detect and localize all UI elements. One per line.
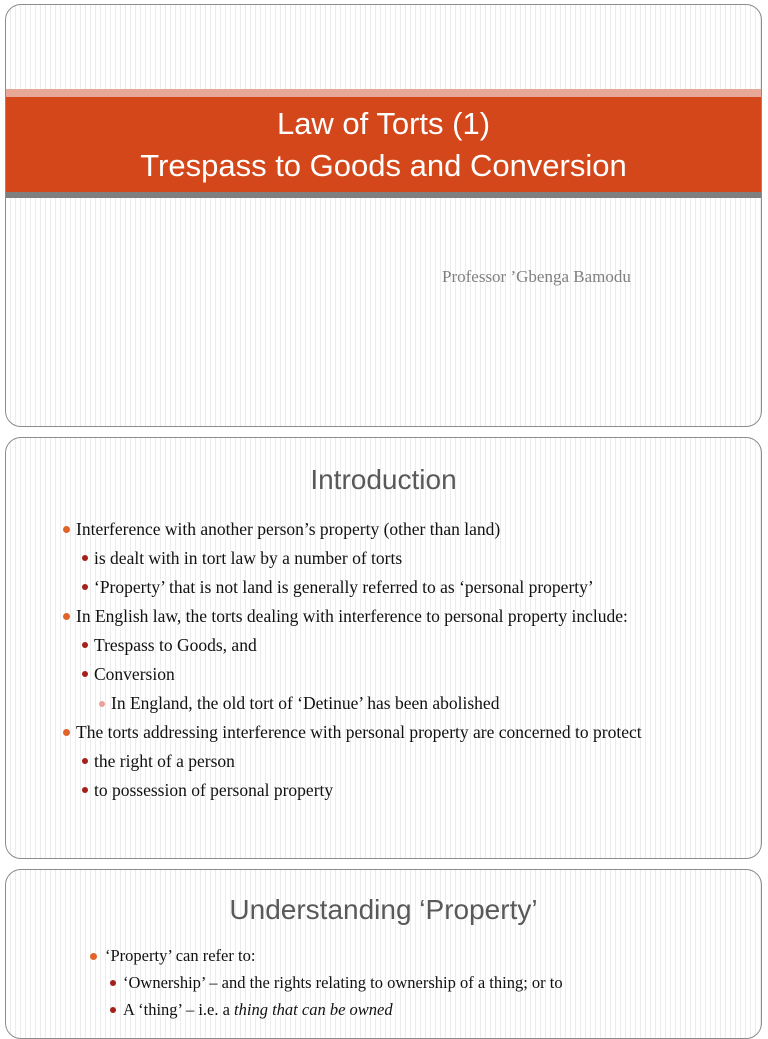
introduction-slide [5,437,762,859]
title-slide [5,4,762,427]
bullet-item: The torts addressing interference with personal property are concerned to protect [6,719,761,746]
title-band-bottom-stripe [6,192,761,198]
sub-bullet-item: ‘Ownership’ – and the rights relating to ownership of a thing; or to [6,971,761,995]
bullet-text: A ‘thing’ – i.e. a [123,1000,235,1019]
title-band-top-stripe [6,89,761,97]
author-subtitle: Professor ’Gbenga Bamodu [442,267,631,286]
bullet-item: ‘Property’ can refer to: [6,944,761,968]
presentation-title-line1: Law of Torts (1) [276,105,491,141]
bullet-emphasis-text: thing that can be owned [234,1000,393,1019]
slide-heading: Understanding ‘Property’ [229,894,538,925]
title-band-main [6,97,761,192]
understanding-property-slide [5,869,762,1039]
title-band [6,89,761,199]
sub-bullet-item [6,998,761,1022]
sub-sub-bullet-item: In England, the old tort of ‘Detinue’ has been abolished [6,690,761,717]
sub-bullet-item: Conversion [6,661,761,688]
sub-bullet-item: to possession of personal property [6,777,761,804]
sub-bullet-item: the right of a person [6,748,761,775]
sub-bullet-item: Trespass to Goods, and [6,632,761,659]
bullet-item: In English law, the torts dealing with interference to personal property include: [6,603,761,630]
slide-heading: Introduction [310,464,457,495]
presentation-title-line2: Trespass to Goods and Conversion [140,147,627,183]
bullet-list [6,944,761,1025]
sub-bullet-item: is dealt with in tort law by a number of torts [6,545,761,572]
bullet-list [6,516,761,806]
bullet-item: Interference with another person’s property (other than land) [6,516,761,543]
sub-bullet-item: ‘Property’ that is not land is generally referred to as ‘personal property’ [6,574,761,601]
